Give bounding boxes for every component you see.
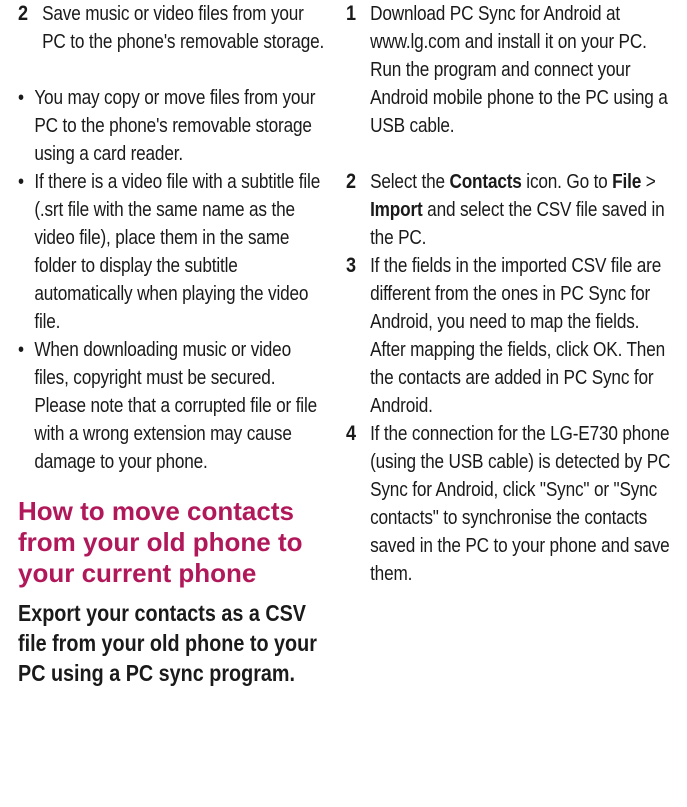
step-text: If the fields in the imported CSV file are different from the ones in PC Sync for Android, you need to map the fields. After mapping the fields, click OK. Then the contacts are added in PC Sync for Android.: [370, 255, 665, 417]
bullet-item: [18, 168, 324, 336]
bullet-list: [18, 336, 324, 476]
import-menu-label: Import: [370, 199, 423, 221]
step-number: 4: [346, 422, 356, 445]
step-text-part: and select the CSV file saved in the PC.: [370, 199, 665, 249]
step-3-map-fields: [346, 252, 675, 420]
numbered-step: [346, 0, 675, 140]
bullet-text: When downloading music or video files, copyright must be secured. Please note that a corrupted file or file with a wrong extension may cause damage to your phone.: [34, 339, 317, 473]
step-text: Save music or video files from your PC to the phone's removable storage.: [42, 3, 325, 53]
file-menu-label: File: [612, 171, 642, 193]
step-text: Download PC Sync for Android at www.lg.com and install it on your PC. Run the program and connect your Android mobile phone to the PC using a USB cable.: [370, 3, 668, 137]
step-4-sync: [346, 420, 675, 588]
section-heading: How to move contacts from your old phone to your current phone: [18, 496, 303, 588]
step-2-import: [346, 168, 675, 252]
step-text-part: Select the: [370, 171, 450, 193]
menu-separator: >: [641, 171, 656, 193]
bullet-item: [18, 84, 324, 168]
bullet-list: [18, 168, 324, 336]
step-2-save-files: [18, 0, 324, 56]
numbered-step: [346, 168, 675, 252]
step-1-download: [346, 0, 675, 140]
step-text: If the connection for the LG-E730 phone (using the USB cable) is detected by PC Sync for Android, click "Sync" or "Sync contacts" to synchronise the contacts saved in the PC to your phone and save them.: [370, 423, 671, 585]
bullet-text: If there is a video file with a subtitle file (.srt file with the same name as the video file), place them in the same folder to display the subtitle automatically when playing the video file.: [34, 171, 321, 333]
numbered-step: [18, 0, 324, 56]
step-number: 2: [346, 170, 356, 193]
bullet-item: [18, 336, 324, 476]
bullet-marker: •: [18, 171, 24, 193]
section-subheading: Export your contacts as a CSV file from your old phone to your PC using a PC sync program.: [18, 600, 317, 686]
step-number: 2: [18, 2, 28, 25]
numbered-step: [346, 252, 675, 420]
contacts-label: Contacts: [449, 171, 522, 193]
step-text-part: icon. Go to: [521, 171, 613, 193]
bullet-marker: •: [18, 87, 24, 109]
step-number: 1: [346, 2, 356, 25]
step-number: 3: [346, 254, 356, 277]
numbered-step: [346, 420, 675, 588]
bullet-list: [18, 84, 324, 168]
bullet-text: You may copy or move files from your PC to the phone's removable storage using a card reader.: [34, 87, 316, 165]
bullet-marker: •: [18, 339, 24, 361]
